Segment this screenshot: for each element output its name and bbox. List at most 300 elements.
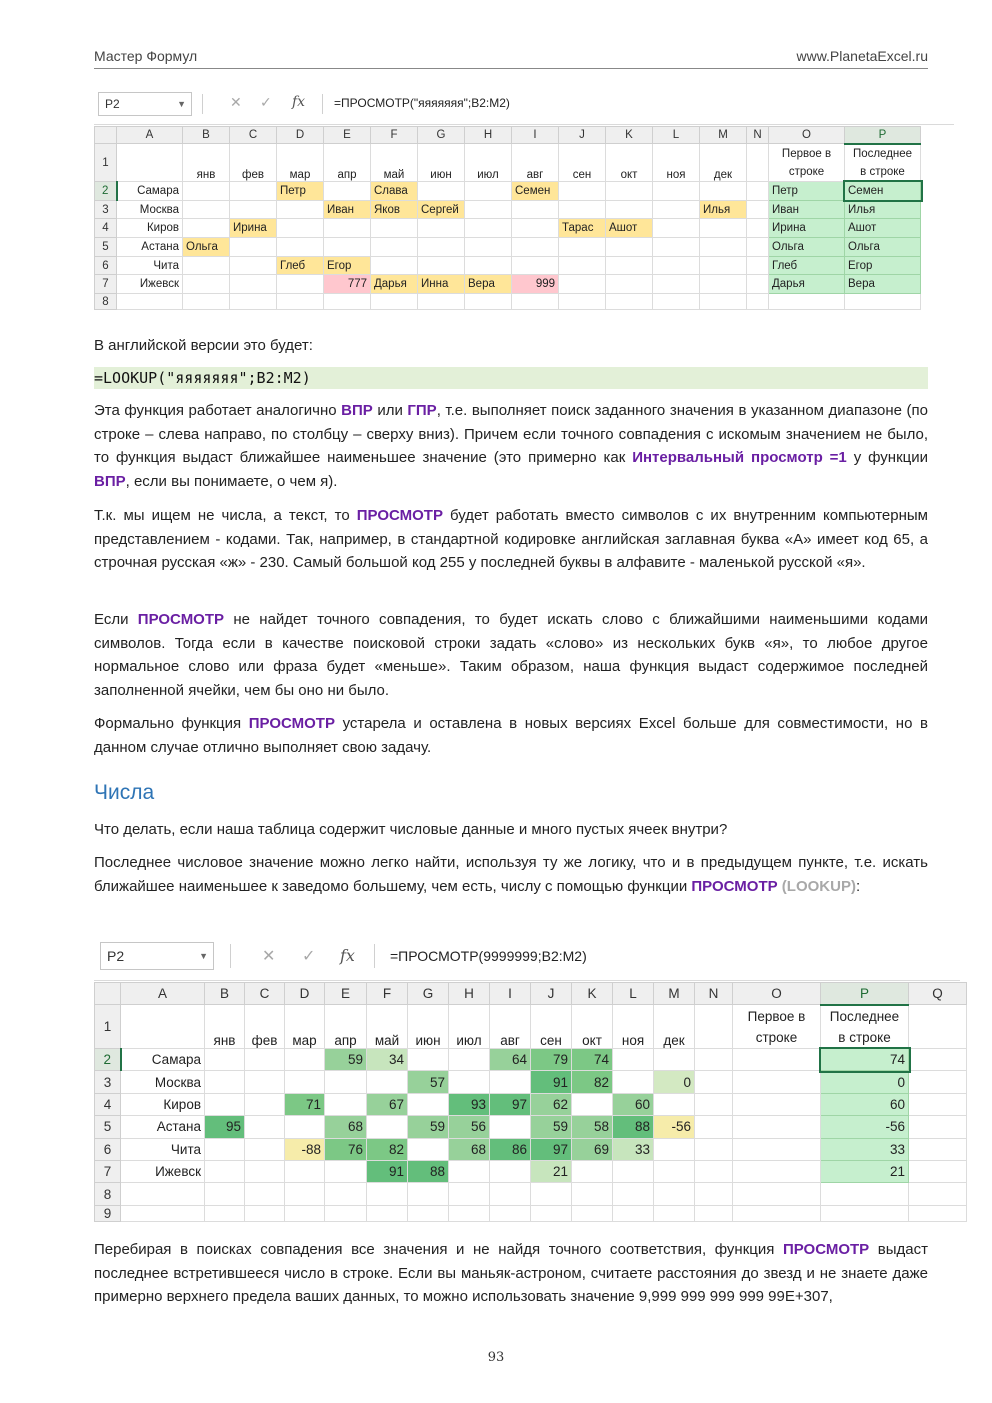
cell-month-header[interactable]: июл xyxy=(465,144,512,182)
row-header[interactable]: 4 xyxy=(95,219,117,238)
cell[interactable] xyxy=(245,1071,285,1093)
cell[interactable] xyxy=(909,1005,967,1049)
cell[interactable] xyxy=(277,219,324,238)
cell[interactable] xyxy=(700,275,747,294)
cell-month-header[interactable]: сен xyxy=(531,1005,572,1049)
cell[interactable] xyxy=(408,1183,449,1205)
cell-month-header[interactable]: ноя xyxy=(613,1005,654,1049)
cell[interactable] xyxy=(700,294,747,310)
cell[interactable] xyxy=(245,1205,285,1221)
cell[interactable]: 97 xyxy=(531,1138,572,1160)
column-header-G[interactable]: G xyxy=(418,127,465,144)
column-header-P[interactable]: P xyxy=(821,983,909,1005)
cell[interactable] xyxy=(695,1160,733,1182)
cell[interactable] xyxy=(531,1205,572,1221)
cell[interactable] xyxy=(465,182,512,201)
cell[interactable] xyxy=(121,1183,205,1205)
cell[interactable]: Ольга xyxy=(183,238,230,257)
cell[interactable] xyxy=(183,294,230,310)
cell[interactable] xyxy=(449,1049,490,1071)
row-header[interactable]: 7 xyxy=(95,275,117,294)
cell[interactable] xyxy=(205,1183,245,1205)
cell[interactable] xyxy=(418,238,465,257)
cell[interactable]: 34 xyxy=(367,1049,408,1071)
cell[interactable] xyxy=(700,256,747,275)
column-header-N[interactable]: N xyxy=(747,127,769,144)
cell[interactable] xyxy=(559,182,606,201)
cell[interactable]: 79 xyxy=(531,1049,572,1071)
cell-city[interactable]: Ижевск xyxy=(121,1160,205,1182)
cell-last-header[interactable] xyxy=(845,144,921,182)
cell-last[interactable]: Егор xyxy=(845,256,921,275)
cell[interactable] xyxy=(909,1160,967,1182)
cell[interactable] xyxy=(695,1138,733,1160)
cell-city[interactable]: Чита xyxy=(117,256,183,275)
cell[interactable]: 97 xyxy=(490,1093,531,1115)
cell[interactable] xyxy=(324,294,371,310)
cell[interactable] xyxy=(183,182,230,201)
cell-first[interactable] xyxy=(733,1138,821,1160)
cell[interactable] xyxy=(559,275,606,294)
cell[interactable]: Глеб xyxy=(277,256,324,275)
cell[interactable] xyxy=(371,294,418,310)
cell-first[interactable]: Ольга xyxy=(769,238,845,257)
cell-month-header[interactable]: окт xyxy=(572,1005,613,1049)
row-header[interactable]: 6 xyxy=(95,1138,121,1160)
cell[interactable] xyxy=(654,1183,695,1205)
cell-month-header[interactable]: июн xyxy=(418,144,465,182)
cell[interactable] xyxy=(747,182,769,201)
cell[interactable] xyxy=(205,1138,245,1160)
cell[interactable] xyxy=(747,144,769,182)
cell[interactable] xyxy=(490,1160,531,1182)
check-icon[interactable]: ✓ xyxy=(302,948,316,965)
cell[interactable] xyxy=(408,1138,449,1160)
cell-month-header[interactable]: фев xyxy=(230,144,277,182)
cell[interactable] xyxy=(490,1205,531,1221)
cell-month-header[interactable]: авг xyxy=(490,1005,531,1049)
cell-last[interactable]: Ольга xyxy=(845,238,921,257)
fx-icon[interactable]: fx xyxy=(340,946,355,965)
cell[interactable] xyxy=(747,238,769,257)
cell-first[interactable] xyxy=(733,1049,821,1071)
cell[interactable]: 33 xyxy=(613,1138,654,1160)
cell[interactable] xyxy=(490,1071,531,1093)
row-header[interactable]: 2 xyxy=(95,182,117,201)
row-header[interactable]: 6 xyxy=(95,256,117,275)
cell[interactable] xyxy=(512,256,559,275)
cell[interactable] xyxy=(695,1093,733,1115)
cell[interactable] xyxy=(183,256,230,275)
cell[interactable] xyxy=(747,256,769,275)
cell[interactable] xyxy=(117,144,183,182)
cell[interactable] xyxy=(285,1071,325,1093)
cell-last[interactable]: Илья xyxy=(845,200,921,219)
cell[interactable] xyxy=(909,1071,967,1093)
cell-month-header[interactable]: дек xyxy=(700,144,747,182)
cell[interactable]: Петр xyxy=(277,182,324,201)
cell[interactable]: Тарас xyxy=(559,219,606,238)
cell[interactable] xyxy=(285,1183,325,1205)
row-header[interactable]: 3 xyxy=(95,1071,121,1093)
cell[interactable] xyxy=(490,1183,531,1205)
cell-first[interactable]: Иван xyxy=(769,200,845,219)
cell[interactable]: 86 xyxy=(490,1138,531,1160)
cell[interactable] xyxy=(117,294,183,310)
cell[interactable] xyxy=(512,200,559,219)
cell[interactable]: 71 xyxy=(285,1093,325,1115)
cell[interactable] xyxy=(418,294,465,310)
cell[interactable] xyxy=(465,200,512,219)
cell[interactable] xyxy=(909,1138,967,1160)
cell[interactable] xyxy=(230,294,277,310)
cell-first[interactable] xyxy=(733,1071,821,1093)
cell[interactable] xyxy=(654,1093,695,1115)
cell-month-header[interactable]: авг xyxy=(512,144,559,182)
cell[interactable] xyxy=(371,238,418,257)
cell[interactable] xyxy=(653,182,700,201)
cell[interactable] xyxy=(205,1205,245,1221)
cell[interactable] xyxy=(700,182,747,201)
cell[interactable] xyxy=(733,1183,821,1205)
column-header-M[interactable]: M xyxy=(700,127,747,144)
cell[interactable]: 999 xyxy=(512,275,559,294)
cell-month-header[interactable]: янв xyxy=(183,144,230,182)
cell[interactable]: 69 xyxy=(572,1138,613,1160)
cell-last[interactable]: 74 xyxy=(821,1049,909,1071)
cell[interactable]: Сергей xyxy=(418,200,465,219)
cell[interactable] xyxy=(465,238,512,257)
cell[interactable]: 88 xyxy=(613,1116,654,1138)
cancel-icon[interactable]: ✕ xyxy=(262,948,276,965)
cell[interactable] xyxy=(371,219,418,238)
column-header-E[interactable]: E xyxy=(324,127,371,144)
cell[interactable] xyxy=(121,1205,205,1221)
cell-month-header[interactable]: окт xyxy=(606,144,653,182)
cell[interactable] xyxy=(512,294,559,310)
cell[interactable] xyxy=(572,1183,613,1205)
cell[interactable] xyxy=(909,1049,967,1071)
cell-month-header[interactable]: мар xyxy=(285,1005,325,1049)
cell[interactable] xyxy=(613,1049,654,1071)
cell[interactable] xyxy=(613,1183,654,1205)
cell[interactable]: 21 xyxy=(531,1160,572,1182)
cell[interactable] xyxy=(418,182,465,201)
cell[interactable] xyxy=(121,1005,205,1049)
cell[interactable] xyxy=(449,1071,490,1093)
column-header-J[interactable]: J xyxy=(559,127,606,144)
cell[interactable] xyxy=(367,1071,408,1093)
column-header-G[interactable]: G xyxy=(408,983,449,1005)
cell[interactable] xyxy=(324,219,371,238)
column-header-C[interactable]: C xyxy=(230,127,277,144)
cell[interactable] xyxy=(559,256,606,275)
cell-last[interactable]: Вера xyxy=(845,275,921,294)
cell[interactable] xyxy=(245,1093,285,1115)
cell[interactable]: Семен xyxy=(512,182,559,201)
cell[interactable] xyxy=(559,238,606,257)
cell[interactable] xyxy=(490,1116,531,1138)
row-header[interactable]: 5 xyxy=(95,238,117,257)
cell[interactable] xyxy=(606,294,653,310)
column-header-H[interactable]: H xyxy=(465,127,512,144)
chevron-down-icon[interactable]: ▼ xyxy=(177,99,186,109)
cell-last-header[interactable] xyxy=(821,1005,909,1049)
row-header[interactable]: 2 xyxy=(95,1049,121,1071)
cell[interactable] xyxy=(324,238,371,257)
cell-city[interactable]: Чита xyxy=(121,1138,205,1160)
column-header-J[interactable]: J xyxy=(531,983,572,1005)
check-icon[interactable]: ✓ xyxy=(260,94,272,110)
cell[interactable] xyxy=(183,200,230,219)
cell[interactable] xyxy=(367,1116,408,1138)
cell[interactable] xyxy=(695,1071,733,1093)
cell[interactable] xyxy=(572,1160,613,1182)
cell[interactable] xyxy=(733,1205,821,1221)
cell[interactable] xyxy=(230,256,277,275)
cell-month-header[interactable]: фев xyxy=(245,1005,285,1049)
cell[interactable] xyxy=(245,1049,285,1071)
column-header-O[interactable]: O xyxy=(769,127,845,144)
cell[interactable]: 58 xyxy=(572,1116,613,1138)
cell[interactable] xyxy=(613,1160,654,1182)
cell-last[interactable]: 33 xyxy=(821,1138,909,1160)
cell[interactable] xyxy=(821,1183,909,1205)
cell[interactable] xyxy=(245,1160,285,1182)
row-header[interactable]: 1 xyxy=(95,144,117,182)
cell[interactable] xyxy=(408,1205,449,1221)
cell[interactable] xyxy=(512,219,559,238)
chevron-down-icon[interactable]: ▼ xyxy=(199,951,208,961)
cell-first[interactable] xyxy=(733,1093,821,1115)
cell[interactable] xyxy=(606,256,653,275)
row-header[interactable]: 9 xyxy=(95,1205,121,1221)
cell-month-header[interactable]: апр xyxy=(325,1005,367,1049)
column-header-O[interactable]: O xyxy=(733,983,821,1005)
cell[interactable] xyxy=(654,1160,695,1182)
cell[interactable] xyxy=(449,1205,490,1221)
cell[interactable]: Яков xyxy=(371,200,418,219)
cell[interactable]: 62 xyxy=(531,1093,572,1115)
cell[interactable] xyxy=(653,256,700,275)
cell-month-header[interactable]: июн xyxy=(408,1005,449,1049)
column-header-A[interactable]: A xyxy=(117,127,183,144)
name-box[interactable] xyxy=(98,92,192,116)
cell-city[interactable]: Самара xyxy=(117,182,183,201)
cell[interactable] xyxy=(606,182,653,201)
cell-city[interactable]: Киров xyxy=(121,1093,205,1115)
column-header-Q[interactable]: Q xyxy=(909,983,967,1005)
cell-city[interactable]: Астана xyxy=(121,1116,205,1138)
cell[interactable]: 91 xyxy=(367,1160,408,1182)
cell[interactable] xyxy=(449,1183,490,1205)
cell-city[interactable]: Москва xyxy=(117,200,183,219)
cell[interactable] xyxy=(285,1049,325,1071)
cell[interactable] xyxy=(606,275,653,294)
cell-city[interactable]: Ижевск xyxy=(117,275,183,294)
cell[interactable] xyxy=(418,256,465,275)
cell[interactable] xyxy=(909,1116,967,1138)
cell[interactable] xyxy=(245,1183,285,1205)
cancel-icon[interactable]: ✕ xyxy=(230,94,242,110)
cell[interactable]: Слава xyxy=(371,182,418,201)
cell[interactable]: 67 xyxy=(367,1093,408,1115)
cell[interactable] xyxy=(559,200,606,219)
cell[interactable] xyxy=(613,1071,654,1093)
cell[interactable] xyxy=(700,238,747,257)
column-header-K[interactable]: K xyxy=(572,983,613,1005)
cell-month-header[interactable]: мар xyxy=(277,144,324,182)
column-header-M[interactable]: M xyxy=(654,983,695,1005)
column-header-B[interactable]: B xyxy=(205,983,245,1005)
cell-first[interactable]: Петр xyxy=(769,182,845,201)
cell[interactable] xyxy=(367,1183,408,1205)
cell-last[interactable]: Семен xyxy=(845,182,921,201)
row-header[interactable]: 1 xyxy=(95,1005,121,1049)
cell[interactable]: 91 xyxy=(531,1071,572,1093)
cell[interactable] xyxy=(654,1049,695,1071)
cell[interactable] xyxy=(465,294,512,310)
cell[interactable] xyxy=(845,294,921,310)
cell-month-header[interactable]: ноя xyxy=(653,144,700,182)
cell[interactable] xyxy=(325,1183,367,1205)
cell[interactable]: -88 xyxy=(285,1138,325,1160)
cell[interactable]: 64 xyxy=(490,1049,531,1071)
cell[interactable] xyxy=(277,275,324,294)
cell[interactable] xyxy=(325,1205,367,1221)
cell[interactable]: 56 xyxy=(449,1116,490,1138)
cell[interactable]: 777 xyxy=(324,275,371,294)
select-all-corner[interactable] xyxy=(95,127,117,144)
cell[interactable] xyxy=(695,1205,733,1221)
cell[interactable]: Дарья xyxy=(371,275,418,294)
cell-first[interactable] xyxy=(733,1116,821,1138)
cell[interactable]: 68 xyxy=(449,1138,490,1160)
cell[interactable] xyxy=(325,1093,367,1115)
formula-input[interactable]: =ПРОСМОТР(9999999;B2:M2) xyxy=(390,948,587,964)
cell-month-header[interactable]: сен xyxy=(559,144,606,182)
cell[interactable]: 0 xyxy=(654,1071,695,1093)
cell[interactable]: 68 xyxy=(325,1116,367,1138)
cell-first-header[interactable] xyxy=(733,1005,821,1049)
cell[interactable]: 76 xyxy=(325,1138,367,1160)
name-box[interactable] xyxy=(100,942,214,970)
cell[interactable]: 59 xyxy=(408,1116,449,1138)
cell[interactable] xyxy=(277,200,324,219)
cell[interactable]: Ашот xyxy=(606,219,653,238)
column-header-B[interactable]: B xyxy=(183,127,230,144)
cell[interactable] xyxy=(654,1138,695,1160)
cell[interactable] xyxy=(909,1183,967,1205)
cell[interactable] xyxy=(183,275,230,294)
cell[interactable] xyxy=(230,238,277,257)
column-header-F[interactable]: F xyxy=(371,127,418,144)
column-header-K[interactable]: K xyxy=(606,127,653,144)
cell[interactable] xyxy=(559,294,606,310)
cell[interactable]: 95 xyxy=(205,1116,245,1138)
column-header-N[interactable]: N xyxy=(695,983,733,1005)
cell[interactable]: 74 xyxy=(572,1049,613,1071)
cell-last[interactable]: Ашот xyxy=(845,219,921,238)
column-header-H[interactable]: H xyxy=(449,983,490,1005)
cell[interactable] xyxy=(695,1005,733,1049)
row-header[interactable]: 8 xyxy=(95,294,117,310)
cell-month-header[interactable]: янв xyxy=(205,1005,245,1049)
cell-month-header[interactable]: апр xyxy=(324,144,371,182)
cell[interactable] xyxy=(230,182,277,201)
cell[interactable] xyxy=(205,1160,245,1182)
cell[interactable]: 93 xyxy=(449,1093,490,1115)
fx-icon[interactable]: fx xyxy=(292,94,306,110)
row-header[interactable]: 3 xyxy=(95,200,117,219)
cell-city[interactable]: Москва xyxy=(121,1071,205,1093)
cell-first[interactable]: Ирина xyxy=(769,219,845,238)
column-header-E[interactable]: E xyxy=(325,983,367,1005)
row-header[interactable]: 8 xyxy=(95,1183,121,1205)
cell[interactable] xyxy=(205,1049,245,1071)
cell[interactable] xyxy=(371,256,418,275)
cell[interactable] xyxy=(909,1093,967,1115)
column-header-D[interactable]: D xyxy=(277,127,324,144)
cell[interactable] xyxy=(653,275,700,294)
cell[interactable]: 88 xyxy=(408,1160,449,1182)
cell[interactable] xyxy=(205,1071,245,1093)
cell[interactable] xyxy=(230,200,277,219)
cell[interactable] xyxy=(245,1116,285,1138)
column-header-A[interactable]: A xyxy=(121,983,205,1005)
cell[interactable] xyxy=(285,1205,325,1221)
cell-first[interactable]: Дарья xyxy=(769,275,845,294)
cell[interactable]: -56 xyxy=(654,1116,695,1138)
cell[interactable] xyxy=(205,1093,245,1115)
cell-month-header[interactable]: дек xyxy=(654,1005,695,1049)
cell[interactable] xyxy=(606,200,653,219)
cell[interactable] xyxy=(700,219,747,238)
column-header-L[interactable]: L xyxy=(613,983,654,1005)
cell-city[interactable]: Астана xyxy=(117,238,183,257)
cell[interactable] xyxy=(572,1205,613,1221)
cell-city[interactable]: Киров xyxy=(117,219,183,238)
cell[interactable] xyxy=(367,1205,408,1221)
cell[interactable] xyxy=(324,182,371,201)
column-header-C[interactable]: C xyxy=(245,983,285,1005)
cell-last[interactable]: 21 xyxy=(821,1160,909,1182)
row-header[interactable]: 7 xyxy=(95,1160,121,1182)
cell[interactable] xyxy=(747,275,769,294)
cell[interactable]: 57 xyxy=(408,1071,449,1093)
cell[interactable] xyxy=(695,1183,733,1205)
cell[interactable] xyxy=(230,275,277,294)
cell[interactable] xyxy=(285,1160,325,1182)
cell[interactable]: 82 xyxy=(572,1071,613,1093)
cell[interactable] xyxy=(285,1116,325,1138)
cell[interactable] xyxy=(653,219,700,238)
cell[interactable]: 60 xyxy=(613,1093,654,1115)
cell[interactable]: Инна xyxy=(418,275,465,294)
cell[interactable] xyxy=(613,1205,654,1221)
formula-input[interactable]: =ПРОСМОТР("яяяяяяя";B2:M2) xyxy=(334,96,510,110)
cell-city[interactable]: Самара xyxy=(121,1049,205,1071)
column-header-I[interactable]: I xyxy=(490,983,531,1005)
cell[interactable]: Иван xyxy=(324,200,371,219)
cell[interactable] xyxy=(465,256,512,275)
cell-last[interactable]: 60 xyxy=(821,1093,909,1115)
cell[interactable] xyxy=(821,1205,909,1221)
cell[interactable] xyxy=(653,294,700,310)
cell[interactable] xyxy=(325,1071,367,1093)
cell[interactable] xyxy=(418,219,465,238)
column-header-D[interactable]: D xyxy=(285,983,325,1005)
